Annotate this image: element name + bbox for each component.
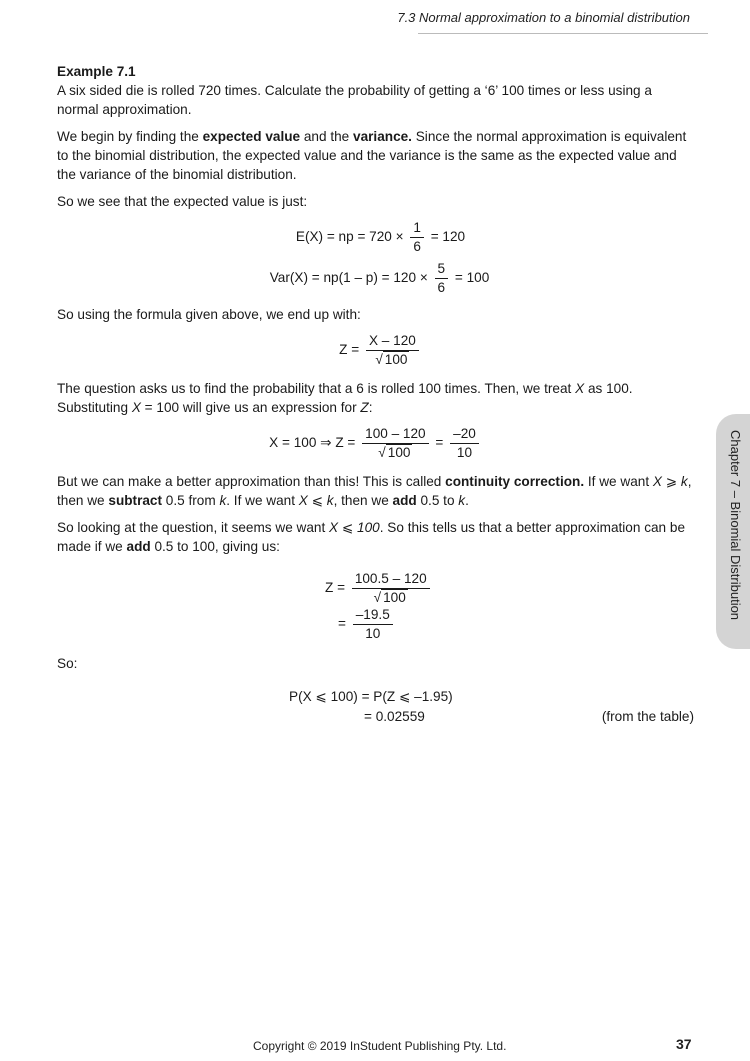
- paragraph-expected-variance: We begin by finding the expected value and the variance. Since the normal approximation is equivalent to the binomial distribution, the expected value and the variance is the same as the expected value and the variance of the binomial distribution.: [57, 129, 687, 182]
- example-question: A six sided die is rolled 720 times. Calculate the probability of getting a ‘6’ 100 times or less using a normal approximation.: [57, 83, 652, 117]
- chapter-side-label: Chapter 7 – Binomial Distribution: [728, 430, 743, 621]
- header-divider: [418, 33, 708, 34]
- paragraph-formula-intro: So using the formula given above, we end up with:: [57, 307, 361, 322]
- equation-expected-value: E(X) = np = 720 × $\frac{1}{6}$ = 120: [295, 220, 466, 254]
- example-title: Example 7.1: [57, 64, 136, 79]
- equation-substitution: X = 100 ⇒ Z = $\frac{100 - 120}{√ 100}$ = $\frac{-20}{10}$: [57, 425, 694, 462]
- paragraph-continuity-correction: But we can make a better approximation than this! This is called continuity correction. If we want X ⩾ k, then we subtract 0.5 from k. If we want X ⩽ k, then we add 0.5 to k.: [57, 474, 692, 508]
- paragraph-question-x: The question asks us to find the probability that a 6 is rolled 100 times. Then, we treat X as 100. Substituting X = 100 will give us an expression for Z:: [57, 381, 633, 415]
- running-header: 7.3 Normal approximation to a binomial distribution: [397, 10, 690, 25]
- equation-probability: P(X ⩽ 100) = P(Z ⩽ –1.95) = 0.02559 (from the table): [289, 689, 694, 724]
- paragraph-better-approximation: So looking at the question, it seems we want X ⩽ 100. So this tells us that a better approximation can be made if we add 0.5 to 100, giving us:: [57, 520, 686, 554]
- paragraph-expected-intro: So we see that the expected value is just:: [57, 194, 308, 209]
- equation-z-formula: Z = $\frac{X - 120}{√ 100}$: [57, 332, 694, 369]
- page-number: 37: [676, 1036, 692, 1052]
- footer-copyright: Copyright © 2019 InStudent Publishing Pty. Ltd.: [253, 1039, 507, 1053]
- equation-continuity: Z = $\frac{100.5 - 120}{√ 100}$ = $\frac{-19.5}{10}$: [57, 564, 694, 640]
- paragraph-so: So:: [57, 656, 78, 671]
- page-content: [57, 62, 694, 727]
- equation-variance: Var(X) = np(1 – p) = 120 × $\frac{5}{6}$ = 100: [269, 261, 490, 295]
